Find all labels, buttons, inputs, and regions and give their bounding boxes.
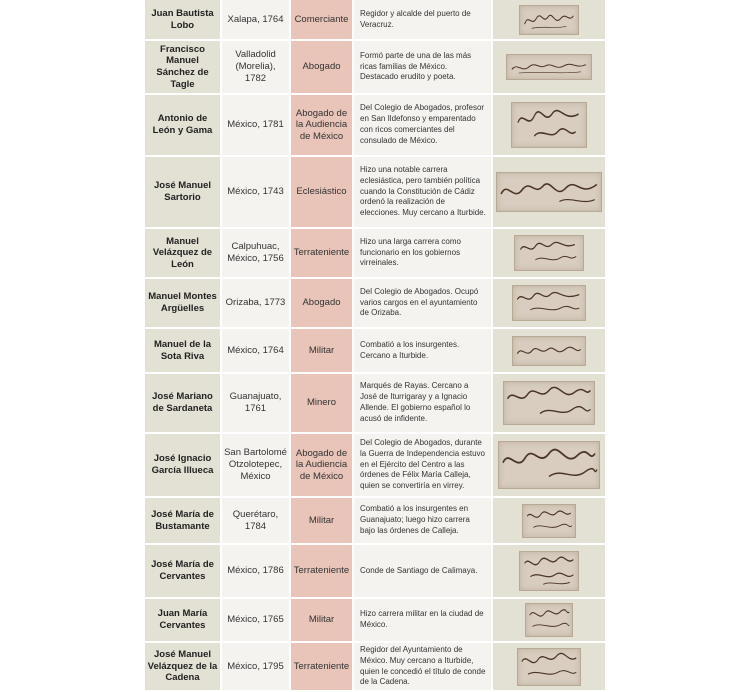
table-row [145, 229, 605, 279]
table-row [145, 643, 605, 692]
signature-image [506, 54, 592, 80]
place-cell: San Bartolomé Otzolotepec, México [222, 434, 291, 496]
name-cell: José María de Cervantes [145, 545, 222, 597]
signature-image [522, 504, 576, 538]
place-cell: México, 1743 [222, 157, 291, 227]
signature-image [511, 102, 587, 148]
table-row [145, 329, 605, 374]
signature-image [525, 603, 573, 637]
place-cell: Guanajuato, 1761 [222, 374, 291, 432]
description-cell: Hizo una larga carrera como funcionario en los gobiernos virreinales. [354, 229, 493, 277]
profession-cell: Abogado de la Audiencia de México [291, 434, 354, 496]
signature-image [512, 285, 586, 321]
profession-cell: Terrateniente [291, 229, 354, 277]
name-cell: José Manuel Velázquez de la Cadena [145, 643, 222, 690]
description-cell: Regidor del Ayuntamiento de México. Muy cercano a Iturbide, quien le concedió el título de conde de la Cadena. [354, 643, 493, 690]
place-cell: México, 1765 [222, 599, 291, 641]
description-cell: Formó parte de una de las más ricas familias de México. Destacado erudito y poeta. [354, 41, 493, 93]
description-cell: Marqués de Rayas. Cercano a José de Iturrigaray y a Ignacio Allende. El gobierno español lo acusó de infidente. [354, 374, 493, 432]
name-cell: Juan Bautista Lobo [145, 0, 222, 39]
name-cell: José Manuel Sartorio [145, 157, 222, 227]
table-row [145, 599, 605, 643]
profession-cell: Militar [291, 599, 354, 641]
signature-cell [493, 41, 605, 93]
signature-image [498, 441, 600, 489]
table-row [145, 0, 605, 41]
name-cell: Francisco Manuel Sánchez de Tagle [145, 41, 222, 93]
name-cell: Manuel de la Sota Riva [145, 329, 222, 372]
signature-image [519, 5, 579, 35]
place-cell: México, 1781 [222, 95, 291, 155]
table-row [145, 41, 605, 95]
signature-cell [493, 545, 605, 597]
name-cell: Juan María Cervantes [145, 599, 222, 641]
description-cell: Regidor y alcalde del puerto de Veracruz. [354, 0, 493, 39]
place-cell: Querétaro, 1784 [222, 498, 291, 543]
profession-cell: Militar [291, 498, 354, 543]
name-cell: José María de Bustamante [145, 498, 222, 543]
signature-image [517, 648, 581, 686]
signature-cell [493, 157, 605, 227]
signature-image [514, 235, 584, 271]
place-cell: Calpuhuac, México, 1756 [222, 229, 291, 277]
signature-cell [493, 0, 605, 39]
name-cell: José Ignacio García Illueca [145, 434, 222, 496]
place-cell: México, 1795 [222, 643, 291, 690]
signature-cell [493, 643, 605, 690]
place-cell: México, 1786 [222, 545, 291, 597]
table-row [145, 279, 605, 329]
signature-cell [493, 434, 605, 496]
profession-cell: Militar [291, 329, 354, 372]
description-cell: Combatió a los insurgentes. Cercano a Iturbide. [354, 329, 493, 372]
profession-cell: Minero [291, 374, 354, 432]
name-cell: José Mariano de Sardaneta [145, 374, 222, 432]
description-cell: Conde de Santiago de Calimaya. [354, 545, 493, 597]
profession-cell: Abogado [291, 41, 354, 93]
name-cell: Antonio de León y Gama [145, 95, 222, 155]
profession-cell: Abogado [291, 279, 354, 327]
signature-image [519, 551, 579, 591]
table-row [145, 95, 605, 157]
signature-cell [493, 374, 605, 432]
profession-cell: Terrateniente [291, 545, 354, 597]
signature-cell [493, 329, 605, 372]
signature-cell [493, 279, 605, 327]
signature-image [496, 172, 602, 212]
place-cell: Orizaba, 1773 [222, 279, 291, 327]
table-row [145, 374, 605, 434]
signatories-table [145, 0, 605, 692]
signature-image [512, 336, 586, 366]
name-cell: Manuel Montes Argüelles [145, 279, 222, 327]
profession-cell: Terrateniente [291, 643, 354, 690]
table-row [145, 157, 605, 229]
description-cell: Del Colegio de Abogados. Ocupó varios cargos en el ayuntamiento de Orizaba. [354, 279, 493, 327]
description-cell: Combatió a los insurgentes en Guanajuato; luego hizo carrera bajo las órdenes de Calleja. [354, 498, 493, 543]
signature-cell [493, 95, 605, 155]
place-cell: Valladolid (Morelia), 1782 [222, 41, 291, 93]
description-cell: Del Colegio de Abogados, profesor en San Ildefonso y emparentado con ricos comerciantes del consulado de México. [354, 95, 493, 155]
place-cell: México, 1764 [222, 329, 291, 372]
profession-cell: Eclesiástico [291, 157, 354, 227]
profession-cell: Comerciante [291, 0, 354, 39]
table-row [145, 434, 605, 498]
place-cell: Xalapa, 1764 [222, 0, 291, 39]
name-cell: Manuel Velázquez de León [145, 229, 222, 277]
table-row [145, 498, 605, 545]
signature-cell [493, 599, 605, 641]
signature-cell [493, 498, 605, 543]
signature-image [503, 381, 595, 425]
signature-cell [493, 229, 605, 277]
description-cell: Del Colegio de Abogados, durante la Guerra de Independencia estuvo en el Ejército del Centro a las órdenes de Félix María Calleja, quien se convertiría en virrey. [354, 434, 493, 496]
description-cell: Hizo carrera militar en la ciudad de México. [354, 599, 493, 641]
description-cell: Hizo una notable carrera eclesiástica, pero también política cuando la Constitución de Cádiz ordenó la realización de elecciones. Muy cercano a Iturbide. [354, 157, 493, 227]
profession-cell: Abogado de la Audiencia de México [291, 95, 354, 155]
table-row [145, 545, 605, 599]
